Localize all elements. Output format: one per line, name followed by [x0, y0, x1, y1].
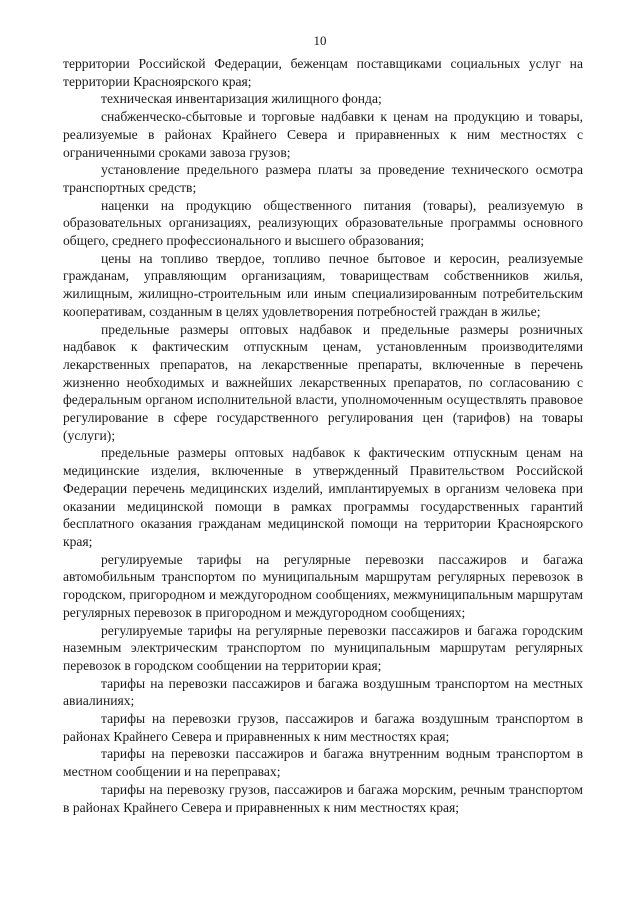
paragraph: наценки на продукцию общественного питания (товары), реализуемую в образовательных организациях, реализующих образовательные программы основного общего, среднего профессионального и высшего образования; — [63, 197, 583, 249]
paragraph: предельные размеры оптовых надбавок и предельные размеры розничных надбавок к фактическим отпускным ценам, установленным производителями лекарственных препаратов, на лекарственные препараты, включенные в перечень жизненно необходимых и важнейших лекарственных препаратов, по согласованию с федеральным органом исполнительной власти, уполномоченным осуществлять правовое регулирование в сфере государственного регулирования цен (тарифов) на товары (услуги); — [63, 321, 583, 443]
paragraph: тарифы на перевозки грузов, пассажиров и багажа воздушным транспортом в районах Крайнего Севера и приравненных к ним местностях края; — [63, 711, 583, 744]
paragraph: установление предельного размера платы за проведение технического осмотра транспортных средств; — [63, 162, 583, 195]
paragraph: снабженческо-сбытовые и торговые надбавки к ценам на продукцию и товары, реализуемые в районах Крайнего Севера и приравненных к ним местностях с ограниченными сроками завоза грузов; — [63, 109, 583, 160]
paragraph: регулируемые тарифы на регулярные перевозки пассажиров и багажа городским наземным электрическим транспортом по муниципальным маршрутам регулярных перевозок в городском сообщении на территории края; — [63, 622, 583, 673]
paragraph: регулируемые тарифы на регулярные перевозки пассажиров и багажа автомобильным транспортом по муниципальным маршрутам регулярных перевозок в городском, пригородном и междугородном сообщениях, межмуниципальным маршрутам регулярных перевозок в пригородном и междугородном сообщениях; — [63, 551, 583, 620]
paragraph: цены на топливо твердое, топливо печное бытовое и керосин, реализуемые гражданам, управляющим организациям, товариществам собственников жилья, жилищным, жилищно-строительным или иным специализированным потребительским кооперативам, созданным в целях удовлетворения потребностей граждан в жилье; — [63, 250, 583, 319]
paragraph: тарифы на перевозку грузов, пассажиров и багажа морским, речным транспортом в районах Крайнего Севера и приравненных к ним местностях края; — [63, 781, 583, 815]
paragraph: территории Российской Федерации, беженцам поставщиками социальных услуг на территории Красноярского края; — [63, 56, 583, 89]
page-number: 10 — [313, 33, 327, 48]
paragraph: техническая инвентаризация жилищного фонда; — [101, 91, 382, 107]
paragraph: тарифы на перевозки пассажиров и багажа воздушным транспортом на местных авиалиниях; — [63, 675, 583, 709]
paragraph: предельные размеры оптовых надбавок к фактическим отпускным ценам на медицинские изделия, включенные в утвержденный Правительством Российской Федерации перечень медицинских изделий, имплантируемых в организм человека при оказании медицинской помощи в рамках программы государственных гарантий бесплатного оказания гражданам медицинской помощи на территории Красноярского края; — [63, 445, 583, 549]
document-body — [63, 55, 583, 816]
paragraph: тарифы на перевозки пассажиров и багажа внутренним водным транспортом в местном сообщении и на переправах; — [63, 746, 583, 780]
